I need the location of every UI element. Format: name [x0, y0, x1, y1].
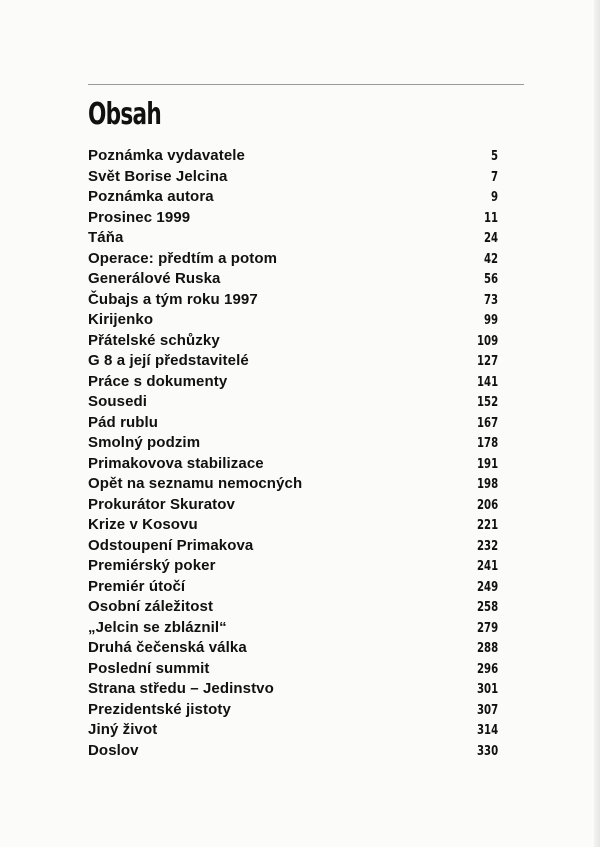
toc-entry	[88, 392, 498, 413]
toc-entry-title: Jiný život	[88, 721, 158, 738]
toc-entry-title: Poznámka autora	[88, 188, 214, 205]
toc-entry-page: 198	[476, 477, 498, 492]
toc-entry-title: Pád rublu	[88, 413, 159, 431]
toc-entry	[88, 679, 498, 700]
toc-entry	[88, 413, 498, 434]
toc-entry	[88, 269, 498, 290]
toc-entry-title: Osobní záležitost	[88, 598, 214, 615]
toc-entry-page: 206	[476, 497, 498, 513]
toc-entry-page: 178	[476, 436, 498, 451]
toc-entry	[88, 618, 498, 639]
toc-entry-page: 249	[476, 579, 498, 595]
toc-entry-page: 152	[476, 395, 498, 410]
toc-entry-page: 167	[476, 415, 498, 431]
toc-entry-title: G 8 a její představitelé	[88, 352, 249, 369]
toc-entry-title: Krize v Kosovu	[88, 516, 198, 533]
toc-entry-title: Smolný podzim	[88, 434, 201, 451]
toc-entry	[88, 146, 498, 167]
toc-entry-page: 11	[483, 210, 498, 226]
toc-entry-page: 99	[483, 313, 498, 328]
toc-entry-page: 191	[476, 456, 498, 472]
toc-entry-title: Svět Borise Jelcina	[88, 167, 228, 185]
toc-entry-page: 73	[483, 292, 498, 308]
toc-entry	[88, 454, 498, 475]
toc-entry	[88, 372, 498, 393]
toc-entry-page: 288	[476, 641, 498, 656]
toc-entry-page: 24	[483, 231, 498, 246]
toc-entry-title: Strana středu – Jedinstvo	[88, 680, 274, 697]
toc-entry-page: 5	[490, 149, 498, 164]
toc-entry-page: 127	[476, 354, 498, 369]
toc-entry	[88, 331, 498, 352]
toc-entry-title: Prezidentské jistoty	[88, 700, 231, 718]
toc-entry-title: Prosinec 1999	[88, 208, 191, 226]
toc-entry	[88, 495, 498, 516]
toc-entry-title: Operace: předtím a potom	[88, 249, 278, 267]
toc-entry-title: Premiér útočí	[88, 577, 186, 595]
toc-entry-title: Práce s dokumenty	[88, 372, 228, 390]
toc-entry-page: 296	[476, 661, 498, 677]
toc-entry	[88, 700, 498, 721]
toc-entry	[88, 228, 498, 249]
toc-entry-page: 241	[476, 559, 498, 574]
toc-entry-title: Táňa	[88, 229, 124, 246]
toc-entry-title: Poslední summit	[88, 659, 210, 677]
toc-entry	[88, 638, 498, 659]
toc-entry-page: 258	[476, 600, 498, 615]
toc-entry	[88, 351, 498, 372]
table-of-contents	[88, 146, 498, 761]
toc-entry-title: Opět na seznamu nemocných	[88, 475, 303, 492]
toc-entry-page: 301	[476, 682, 498, 697]
toc-entry-title: Kirijenko	[88, 311, 154, 328]
toc-entry-title: Primakovova stabilizace	[88, 454, 264, 472]
toc-entry	[88, 310, 498, 331]
toc-entry-page: 42	[483, 251, 498, 267]
toc-entry	[88, 741, 498, 762]
toc-entry	[88, 474, 498, 495]
page-edge	[594, 0, 600, 847]
toc-entry-title: Premiérský poker	[88, 557, 216, 574]
toc-entry	[88, 659, 498, 680]
toc-entry-page: 7	[490, 169, 498, 185]
toc-entry	[88, 167, 498, 188]
toc-entry-page: 9	[490, 190, 498, 205]
toc-entry-page: 307	[476, 702, 498, 718]
toc-entry	[88, 290, 498, 311]
toc-entry-title: Druhá čečenská válka	[88, 639, 247, 656]
toc-entry	[88, 597, 498, 618]
toc-entry-page: 279	[476, 620, 498, 636]
toc-entry	[88, 577, 498, 598]
toc-entry-title: „Jelcin se zbláznil“	[88, 618, 227, 636]
toc-entry	[88, 187, 498, 208]
toc-entry-title: Přátelské schůzky	[88, 331, 220, 349]
toc-entry-page: 314	[476, 723, 498, 738]
toc-entry	[88, 249, 498, 270]
toc-entry-page: 330	[476, 743, 498, 759]
toc-entry-page: 232	[476, 538, 498, 554]
top-rule	[88, 84, 524, 85]
page-title: Obsah	[88, 97, 162, 132]
toc-entry	[88, 536, 498, 557]
toc-entry-title: Generálové Ruska	[88, 270, 221, 287]
toc-entry	[88, 515, 498, 536]
toc-entry-page: 56	[483, 272, 498, 287]
toc-entry-title: Sousedi	[88, 393, 148, 410]
toc-entry-title: Poznámka vydavatele	[88, 147, 245, 164]
toc-entry	[88, 556, 498, 577]
toc-entry-title: Čubajs a tým roku 1997	[88, 290, 258, 308]
toc-entry-page: 141	[476, 374, 498, 390]
toc-entry	[88, 720, 498, 741]
toc-entry-title: Odstoupení Primakova	[88, 536, 254, 554]
toc-entry-page: 221	[476, 518, 498, 533]
toc-entry-page: 109	[476, 333, 498, 349]
toc-entry-title: Prokurátor Skuratov	[88, 495, 235, 513]
toc-entry	[88, 433, 498, 454]
toc-entry-title: Doslov	[88, 741, 139, 759]
toc-entry	[88, 208, 498, 229]
